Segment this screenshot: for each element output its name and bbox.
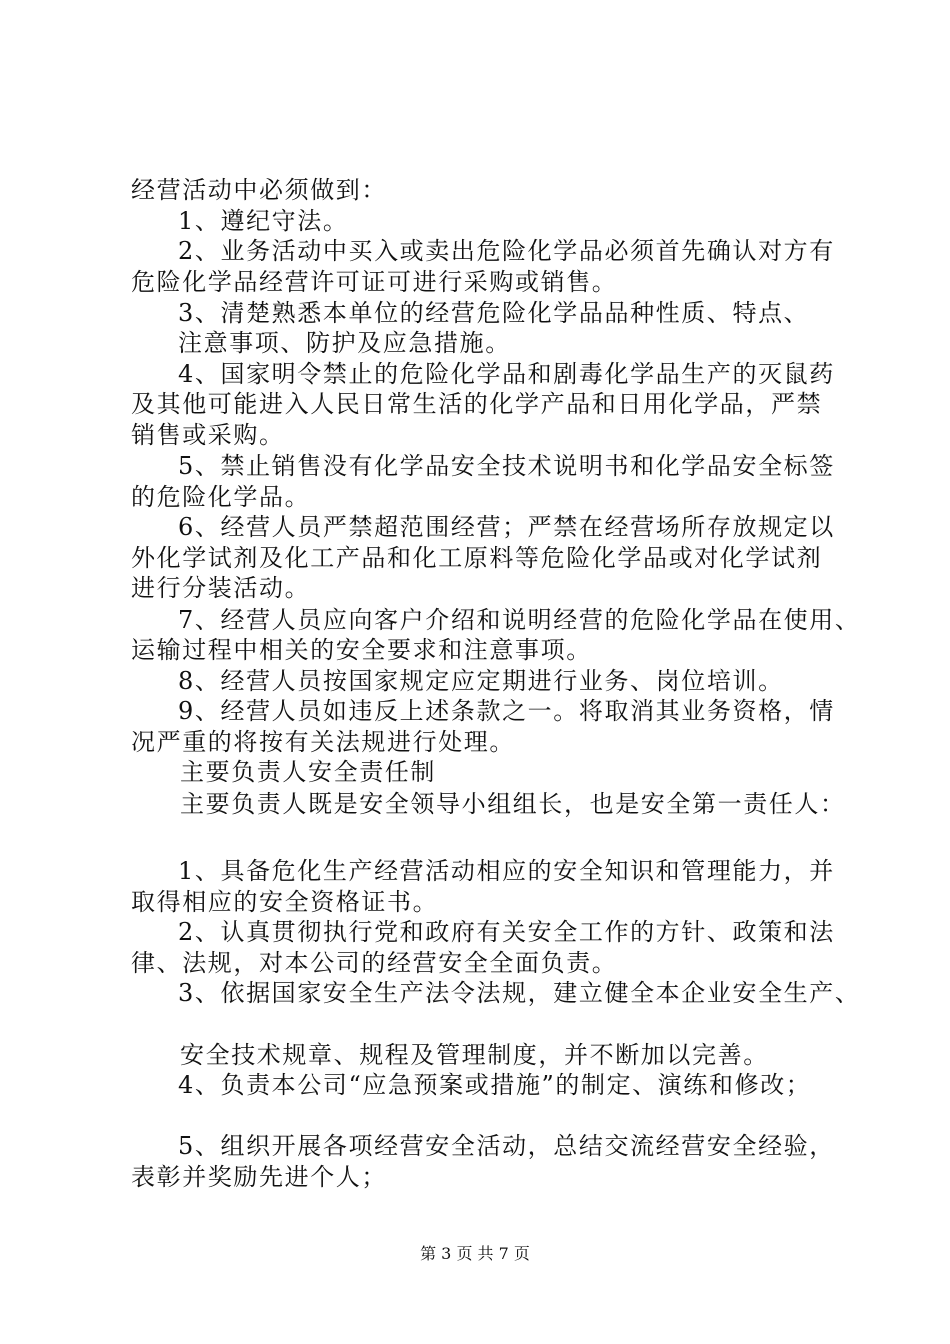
text-line: 的危险化学品。 [131, 483, 311, 511]
text-line: 表彰并奖励先进个人； [131, 1163, 387, 1191]
text-line: 安全技术规章、规程及管理制度，并不断加以完善。 [180, 1041, 769, 1069]
text-line: 2、业务活动中买入或卖出危险化学品必须首先确认对方有 [178, 237, 835, 265]
text-line: 销售或采购。 [131, 421, 285, 449]
text-line: 4、负责本公司“应急预案或措施”的制定、演练和修改； [178, 1071, 812, 1099]
text-line: 3、依据国家安全生产法令法规，建立健全本企业安全生产、 [178, 979, 861, 1007]
text-line: 2、认真贯彻执行党和政府有关安全工作的方针、政策和法 [178, 918, 835, 946]
text-line: 7、经营人员应向客户介绍和说明经营的危险化学品在使用、 [178, 606, 861, 634]
section-heading: 主要负责人安全责任制 [180, 758, 436, 786]
text-line: 注意事项、防护及应急措施。 [178, 329, 511, 357]
text-line: 律、法规，对本公司的经营安全全面负责。 [131, 949, 618, 977]
text-line: 况严重的将按有关法规进行处理。 [131, 728, 515, 756]
text-line: 1、遵纪守法。 [178, 207, 349, 235]
text-line: 8、经营人员按国家规定应定期进行业务、岗位培训。 [178, 667, 784, 695]
text-line: 取得相应的安全资格证书。 [131, 888, 439, 916]
text-line: 4、国家明令禁止的危险化学品和剧毒化学品生产的灭鼠药 [178, 360, 835, 388]
text-line: 9、经营人员如违反上述条款之一。将取消其业务资格，情 [178, 697, 835, 725]
text-line: 外化学试剂及化工产品和化工原料等危险化学品或对化学试剂 [131, 544, 823, 572]
text-line: 5、组织开展各项经营安全活动，总结交流经营安全经验， [178, 1132, 835, 1160]
text-line: 主要负责人既是安全领导小组组长，也是安全第一责任人： [180, 790, 846, 818]
text-line: 5、禁止销售没有化学品安全技术说明书和化学品安全标签 [178, 452, 835, 480]
text-line: 3、清楚熟悉本单位的经营危险化学品品种性质、特点、 [178, 299, 810, 327]
text-line: 经营活动中必须做到： [131, 176, 387, 204]
text-line: 1、具备危化生产经营活动相应的安全知识和管理能力，并 [178, 857, 835, 885]
text-line: 及其他可能进入人民日常生活的化学产品和日用化学品，严禁 [131, 390, 823, 418]
text-line: 危险化学品经营许可证可进行采购或销售。 [131, 268, 618, 296]
text-line: 6、经营人员严禁超范围经营；严禁在经营场所存放规定以 [178, 513, 835, 541]
text-line: 进行分装活动。 [131, 574, 311, 602]
page-number: 第 3 页 共 7 页 [420, 1244, 530, 1263]
text-line: 运输过程中相关的安全要求和注意事项。 [131, 636, 592, 664]
